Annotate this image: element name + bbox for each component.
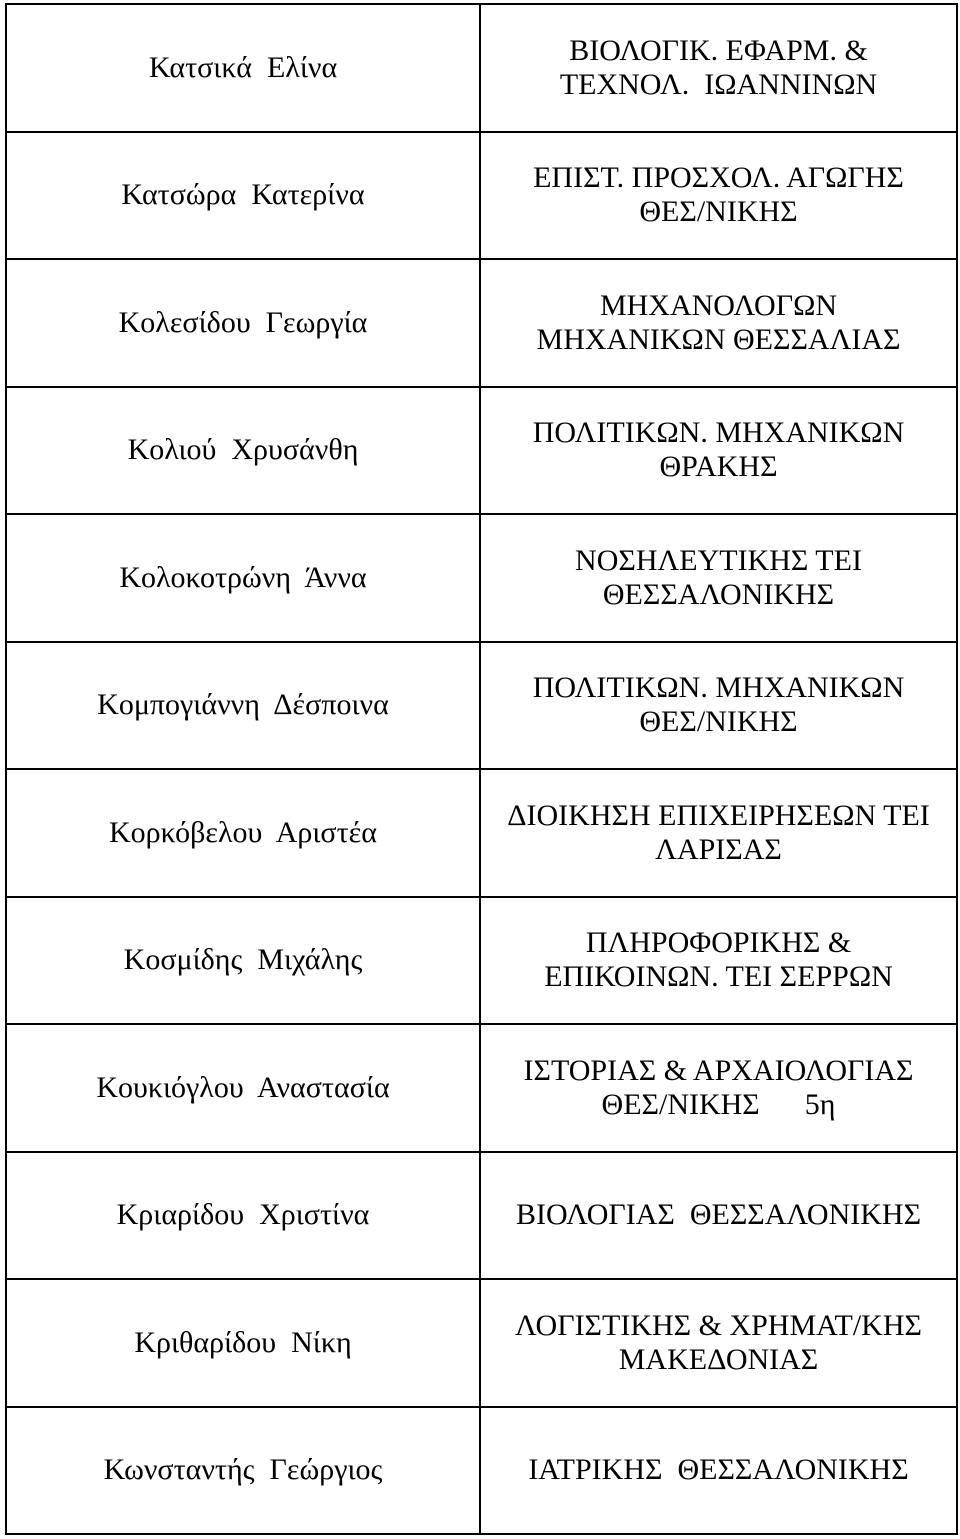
department-cell bbox=[480, 769, 957, 897]
department-line: ΝΟΣΗΛΕΥΤΙΚΗΣ ΤΕΙ bbox=[575, 543, 862, 577]
table-row bbox=[6, 1152, 957, 1280]
department-line: ΜΗΧΑΝΟΛΟΓΩΝ bbox=[599, 288, 838, 322]
name-cell bbox=[6, 1024, 480, 1152]
department-line: ΠΛΗΡΟΦΟΡΙΚΗΣ & bbox=[585, 926, 852, 960]
table-row bbox=[6, 1024, 957, 1152]
department-line: ΠΟΛΙΤΙΚΩΝ. ΜΗΧΑΝΙΚΩΝ bbox=[532, 416, 905, 450]
department-cell bbox=[480, 1024, 957, 1152]
department-line: ΛΑΡΙΣΑΣ bbox=[655, 832, 782, 866]
table-row bbox=[6, 259, 957, 387]
name-cell bbox=[6, 642, 480, 770]
department-cell bbox=[480, 132, 957, 260]
department-cell bbox=[480, 897, 957, 1025]
department-cell bbox=[480, 514, 957, 642]
department-cell bbox=[480, 1279, 957, 1407]
name-cell bbox=[6, 1407, 480, 1535]
department-cell bbox=[480, 259, 957, 387]
table-row bbox=[6, 4, 957, 132]
name-cell bbox=[6, 387, 480, 515]
name-cell bbox=[6, 132, 480, 260]
table-row bbox=[6, 897, 957, 1025]
department-line: ΘΕΣΣΑΛΟΝΙΚΗΣ bbox=[602, 577, 835, 611]
department-line: ΘΕΣ/ΝΙΚΗΣ 5η bbox=[601, 1087, 836, 1121]
name-cell bbox=[6, 897, 480, 1025]
name-cell bbox=[6, 4, 480, 132]
department-line: ΘΕΣ/ΝΙΚΗΣ bbox=[639, 195, 798, 229]
student-name: Κριαρίδου Χριστίνα bbox=[116, 1198, 370, 1232]
results-table bbox=[5, 3, 958, 1535]
student-name: Κριθαρίδου Νίκη bbox=[134, 1325, 352, 1359]
student-name: Κατσικά Ελίνα bbox=[148, 50, 338, 84]
table-row bbox=[6, 1279, 957, 1407]
table-row bbox=[6, 132, 957, 260]
student-name: Κολοκοτρώνη Άννα bbox=[119, 560, 367, 594]
department-line: ΔΙΟΙΚΗΣΗ ΕΠΙΧΕΙΡΗΣΕΩΝ ΤΕΙ bbox=[507, 798, 930, 832]
table-row bbox=[6, 1407, 957, 1535]
name-cell bbox=[6, 769, 480, 897]
department-line: ΜΗΧΑΝΙΚΩΝ ΘΕΣΣΑΛΙΑΣ bbox=[536, 322, 901, 356]
department-line: ΠΟΛΙΤΙΚΩΝ. ΜΗΧΑΝΙΚΩΝ bbox=[532, 671, 905, 705]
department-line: ΘΡΑΚΗΣ bbox=[659, 450, 778, 484]
department-line: ΕΠΙΣΤ. ΠΡΟΣΧΟΛ. ΑΓΩΓΗΣ bbox=[533, 161, 904, 195]
name-cell bbox=[6, 259, 480, 387]
department-line: ΒΙΟΛΟΓΙΚ. ΕΦΑΡΜ. & bbox=[569, 33, 868, 67]
department-cell bbox=[480, 1152, 957, 1280]
student-name: Κουκιόγλου Αναστασία bbox=[96, 1070, 390, 1104]
student-name: Κατσώρα Κατερίνα bbox=[121, 178, 365, 212]
table-row bbox=[6, 387, 957, 515]
table-row bbox=[6, 514, 957, 642]
department-cell bbox=[480, 387, 957, 515]
department-cell bbox=[480, 642, 957, 770]
department-line: ΘΕΣ/ΝΙΚΗΣ bbox=[639, 705, 798, 739]
department-line: ΜΑΚΕΔΟΝΙΑΣ bbox=[618, 1342, 819, 1376]
department-line: ΙΑΤΡΙΚΗΣ ΘΕΣΣΑΛΟΝΙΚΗΣ bbox=[528, 1453, 909, 1487]
student-name: Κολιού Χρυσάνθη bbox=[127, 433, 359, 467]
name-cell bbox=[6, 1279, 480, 1407]
department-line: ΒΙΟΛΟΓΙΑΣ ΘΕΣΣΑΛΟΝΙΚΗΣ bbox=[515, 1198, 922, 1232]
department-line: ΙΣΤΟΡΙΑΣ & ΑΡΧΑΙΟΛΟΓΙΑΣ bbox=[523, 1053, 914, 1087]
name-cell bbox=[6, 1152, 480, 1280]
department-line: ΕΠΙΚΟΙΝΩΝ. ΤΕΙ ΣΕΡΡΩΝ bbox=[544, 960, 893, 994]
table-row bbox=[6, 769, 957, 897]
student-name: Κωνσταντής Γεώργιος bbox=[103, 1453, 383, 1487]
student-name: Κομπογιάννη Δέσποινα bbox=[97, 688, 389, 722]
department-cell bbox=[480, 1407, 957, 1535]
department-line: ΤΕΧΝΟΛ. ΙΩΑΝΝΙΝΩΝ bbox=[559, 67, 878, 101]
name-cell bbox=[6, 514, 480, 642]
department-cell bbox=[480, 4, 957, 132]
student-name: Κοσμίδης Μιχάλης bbox=[123, 943, 363, 977]
student-name: Κορκόβελου Αριστέα bbox=[109, 815, 377, 849]
table-row bbox=[6, 642, 957, 770]
department-line: ΛΟΓΙΣΤΙΚΗΣ & ΧΡΗΜΑΤ/ΚΗΣ bbox=[515, 1308, 922, 1342]
student-name: Κολεσίδου Γεωργία bbox=[118, 305, 368, 339]
results-table-body bbox=[6, 4, 957, 1534]
